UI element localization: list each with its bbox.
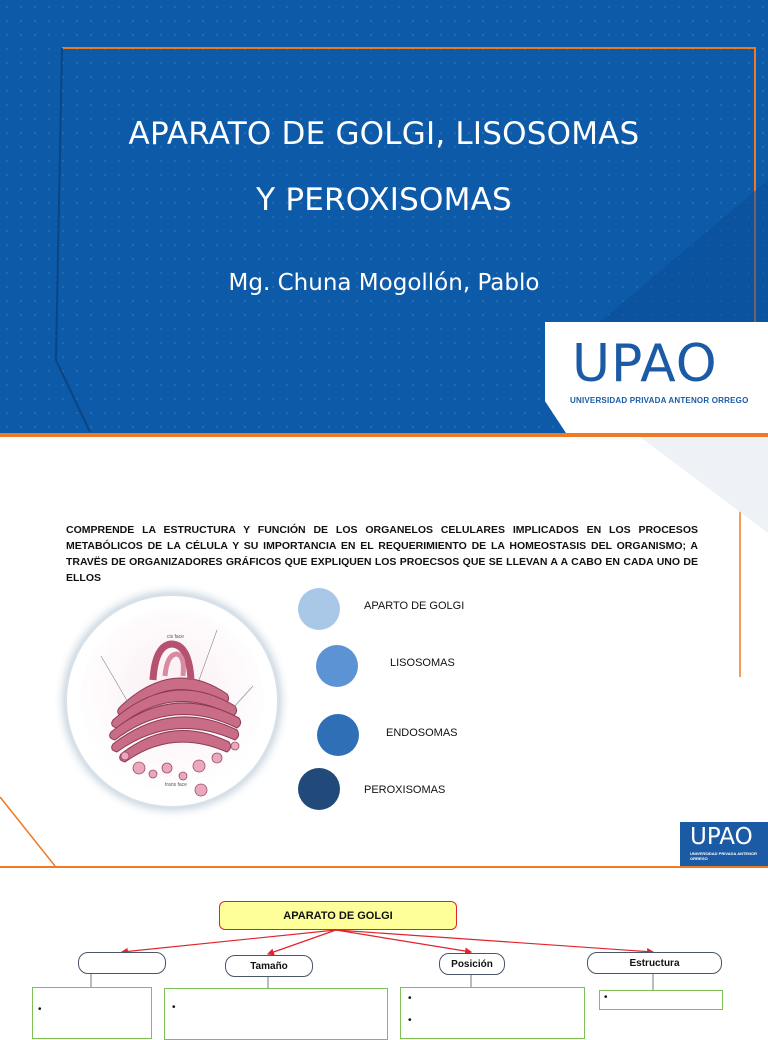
list-item-golgi: APARTO DE GOLGI bbox=[364, 600, 465, 612]
concept-main-node: APARATO DE GOLGI bbox=[219, 901, 457, 930]
list-item-peroxisomas: PEROXISOMAS bbox=[364, 784, 446, 796]
trans-face-label: trans face bbox=[165, 782, 187, 788]
concept-branch-empty bbox=[78, 952, 166, 974]
learning-objective: COMPRENDE LA ESTRUCTURA Y FUNCIÓN DE LOS ORGANELOS CELULARES IMPLICADOS EN LOS PROCESOS METABÓLICOS DE LA CÉLULA Y SU IMPORTANCIA EN EL REQUERIMIENTO DE LA HOMEOSTASIS DEL ORGANISMO; A TRAVËS DE ORGANIZADORES GRÁFICOS QUE EXPLIQUEN LOS PROECSOS QUE SE LLEVAN A A CABO EN CADA UNO DE ELLOS bbox=[66, 524, 698, 584]
slide-title-line-1: APARATO DE GOLGI, LISOSOMAS bbox=[128, 116, 640, 152]
bullet-point: • bbox=[172, 1002, 176, 1013]
bullet-point: • bbox=[604, 992, 608, 1003]
upao-logo-subtitle: UNIVERSIDAD PRIVADA ANTENOR ORREGO bbox=[570, 396, 749, 405]
list-item-endosomas: ENDOSOMAS bbox=[386, 727, 458, 739]
upao-logo-small-text: UPAO bbox=[690, 824, 753, 850]
bullet-point: • bbox=[38, 1004, 42, 1015]
concept-detail-box-1 bbox=[32, 987, 152, 1039]
bullet-point: • bbox=[408, 1015, 412, 1026]
bullet-point: • bbox=[408, 993, 412, 1004]
list-bullet-endosomas bbox=[317, 714, 359, 756]
list-bullet-peroxisomas bbox=[298, 768, 340, 810]
concept-branch-estructura: Estructura bbox=[587, 952, 722, 974]
upao-logo-small-subtitle: UNIVERSIDAD PRIVADA ANTENOR ORREGO bbox=[690, 851, 757, 861]
cis-face-label: cis face bbox=[167, 634, 184, 640]
list-bullet-golgi bbox=[298, 588, 340, 630]
list-bullet-lisosomas bbox=[316, 645, 358, 687]
slide-title-line-2: Y PEROXISOMAS bbox=[256, 182, 512, 218]
concept-branch-posicion: Posición bbox=[439, 953, 505, 975]
concept-detail-box-2 bbox=[164, 988, 388, 1040]
concept-branch-tamano: Tamaño bbox=[225, 955, 313, 977]
author-name: Mg. Chuna Mogollón, Pablo bbox=[228, 270, 540, 296]
concept-detail-box-3 bbox=[400, 987, 585, 1039]
golgi-apparatus-illustration bbox=[67, 596, 277, 806]
concept-detail-box-4 bbox=[599, 990, 723, 1010]
list-item-lisosomas: LISOSOMAS bbox=[390, 657, 455, 669]
upao-logo-text: UPAO bbox=[572, 334, 718, 394]
